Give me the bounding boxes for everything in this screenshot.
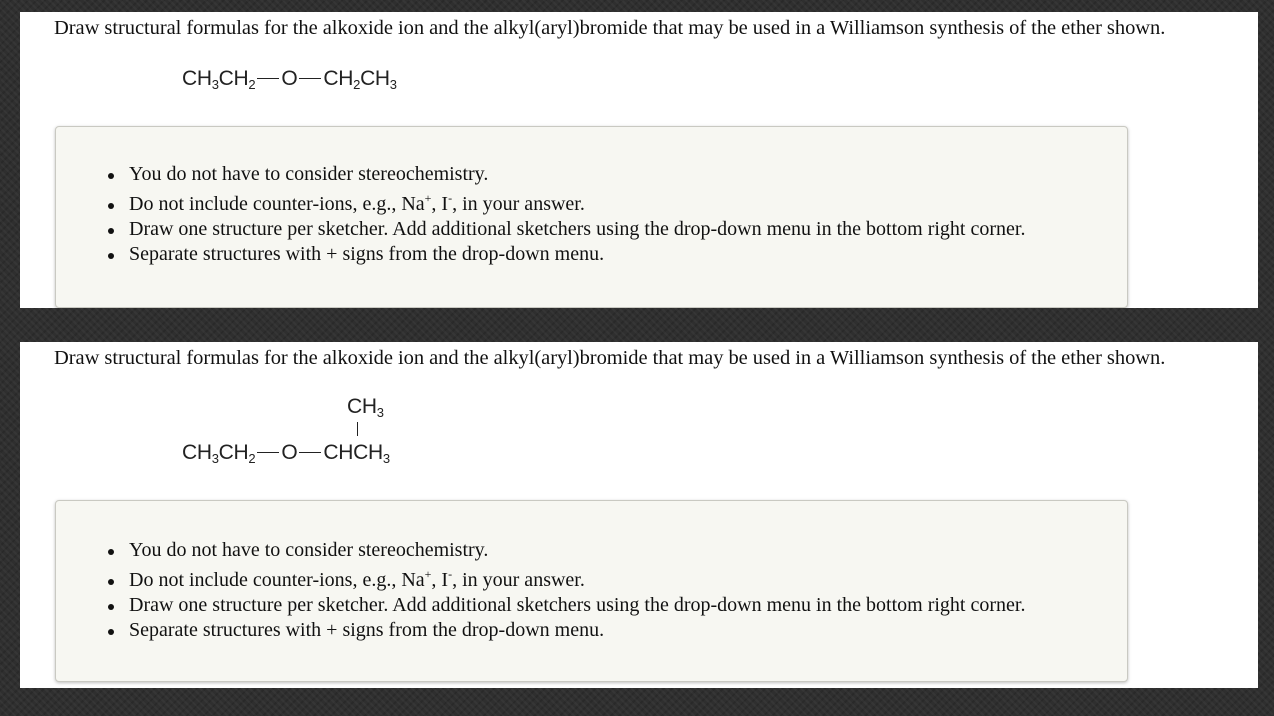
- instructions-list: [56, 127, 1127, 267]
- list-item-text: , in your answer.: [452, 569, 585, 591]
- superscript: -: [448, 567, 453, 581]
- subscript: 2: [248, 77, 256, 92]
- list-item: [129, 568, 1127, 593]
- single-bond: [299, 452, 321, 453]
- vertical-bond: [357, 422, 358, 436]
- subscript: 2: [248, 451, 256, 466]
- ether-structure: [182, 67, 397, 92]
- formula-text: CH: [218, 441, 249, 464]
- single-bond: [257, 452, 279, 453]
- superscript: +: [424, 191, 432, 205]
- oxygen-atom: O: [281, 67, 298, 90]
- question-panel-2: [20, 342, 1258, 688]
- instructions-box: [55, 126, 1128, 308]
- list-item-text: Do not include counter-ions, e.g., Na: [129, 193, 425, 215]
- formula-text: CH: [182, 67, 212, 90]
- oxygen-atom: O: [281, 441, 298, 464]
- question-prompt: Draw structural formulas for the alkoxide ion and the alkyl(aryl)bromide that may be used in a Williamson synthesis of the ether shown.: [54, 17, 1166, 39]
- single-bond: [257, 78, 279, 79]
- ether-structure: [182, 441, 390, 466]
- list-item: Separate structures with + signs from the drop-down menu.: [129, 618, 1127, 643]
- subscript: 3: [382, 451, 390, 466]
- instructions-box: [55, 500, 1128, 682]
- list-item: [129, 192, 1127, 217]
- list-item: You do not have to consider stereochemistry.: [129, 538, 1127, 563]
- list-item-text: , I: [431, 193, 449, 215]
- list-item: You do not have to consider stereochemistry.: [129, 162, 1127, 187]
- formula-text: CH: [218, 67, 249, 90]
- instructions-list: [56, 501, 1127, 643]
- subscript: 3: [211, 77, 219, 92]
- superscript: -: [448, 191, 453, 205]
- question-prompt: Draw structural formulas for the alkoxide ion and the alkyl(aryl)bromide that may be used in a Williamson synthesis of the ether shown.: [54, 347, 1166, 369]
- question-panel-1: [20, 12, 1258, 308]
- list-item: Draw one structure per sketcher. Add additional sketchers using the drop-down menu in the bottom right corner.: [129, 217, 1127, 242]
- subscript: 3: [376, 405, 384, 420]
- methyl-branch: [347, 395, 384, 420]
- list-item: Separate structures with + signs from the drop-down menu.: [129, 242, 1127, 267]
- formula-text: CH: [360, 67, 390, 90]
- formula-text: CH: [182, 441, 212, 464]
- subscript: 2: [353, 77, 361, 92]
- subscript: 3: [211, 451, 219, 466]
- formula-text: CH: [323, 67, 354, 90]
- list-item-text: Do not include counter-ions, e.g., Na: [129, 569, 425, 591]
- formula-text: CHCH: [323, 441, 383, 464]
- subscript: 3: [389, 77, 397, 92]
- formula-text: CH: [347, 395, 377, 418]
- superscript: +: [424, 567, 432, 581]
- list-item-text: , in your answer.: [452, 193, 585, 215]
- single-bond: [299, 78, 321, 79]
- list-item: Draw one structure per sketcher. Add additional sketchers using the drop-down menu in the bottom right corner.: [129, 593, 1127, 618]
- list-item-text: , I: [431, 569, 449, 591]
